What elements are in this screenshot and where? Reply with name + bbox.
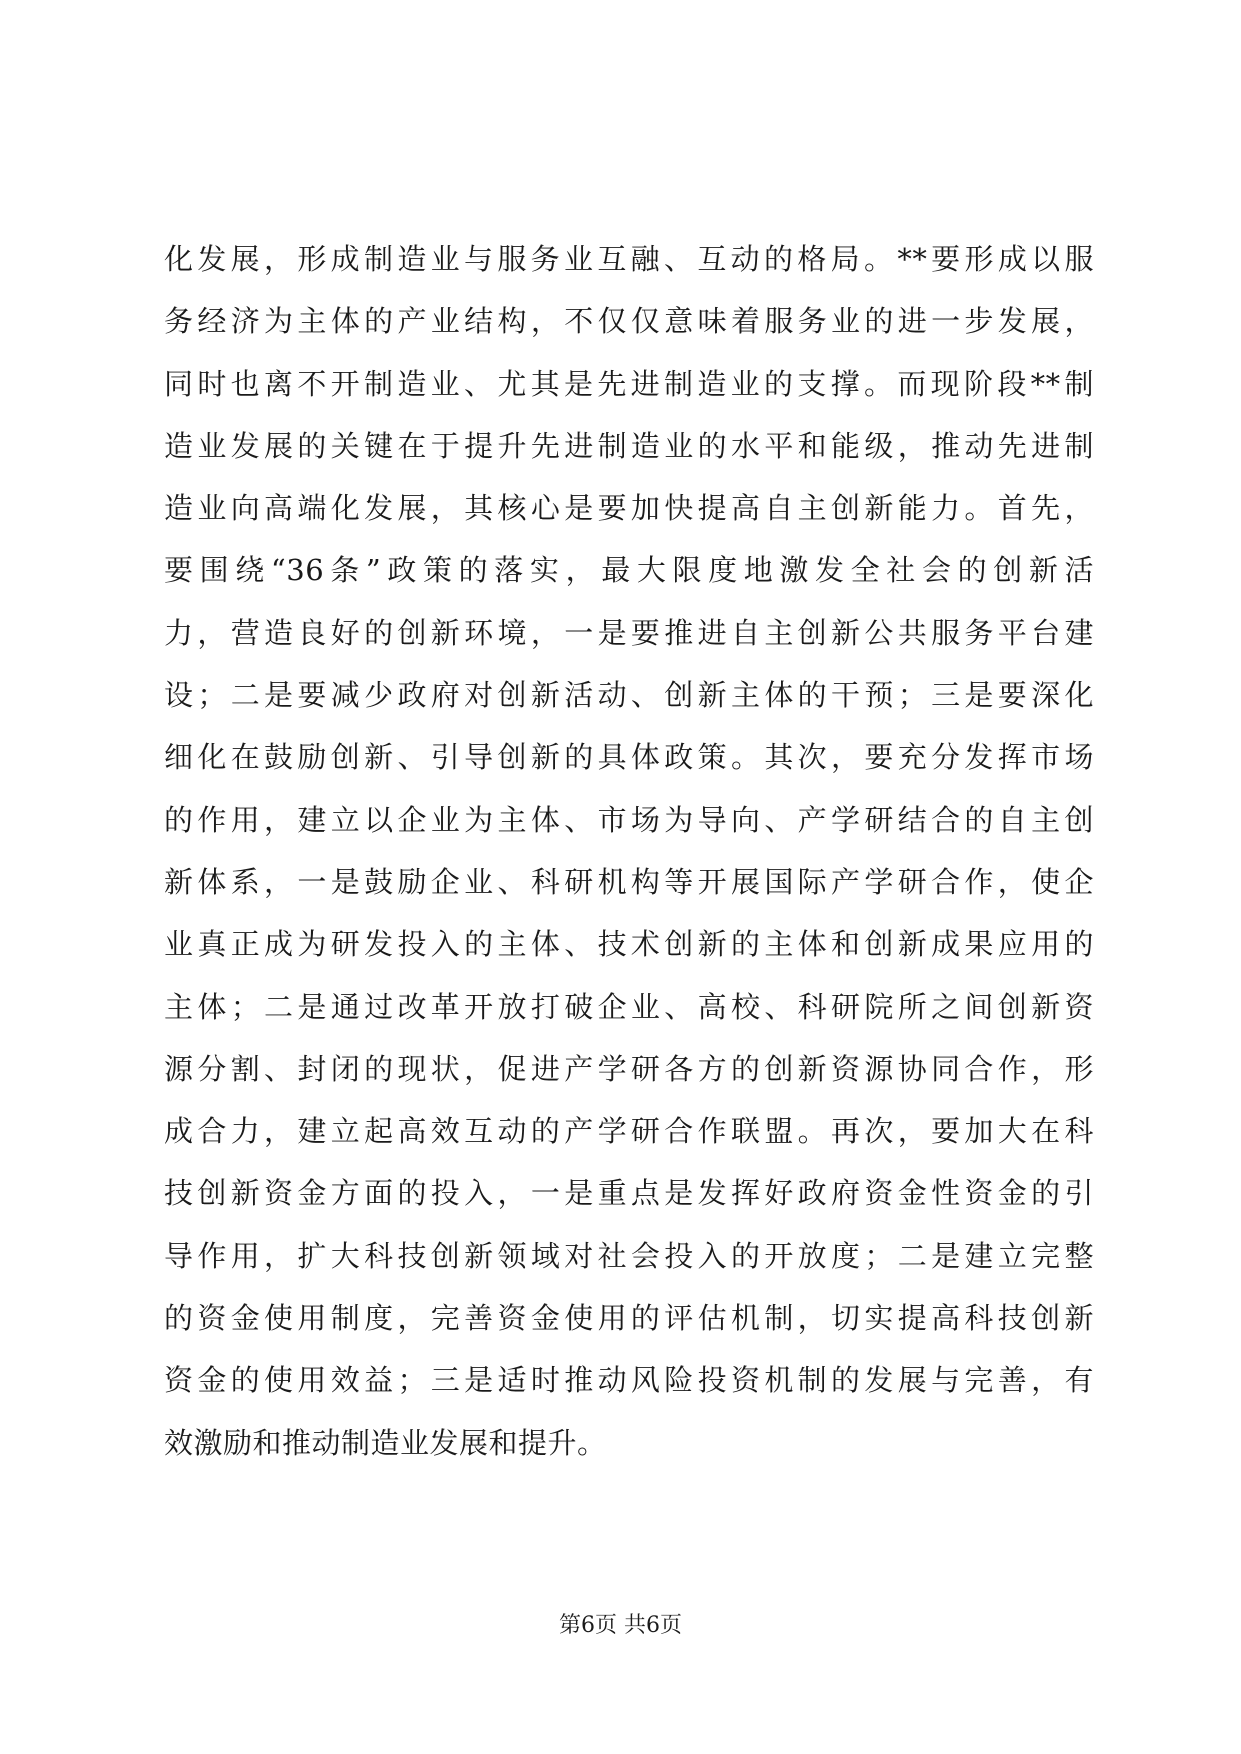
text-line: 设；二是要减少政府对创新活动、创新主体的干预；三是要深化 [164, 678, 1094, 713]
text-line: 务经济为主体的产业结构，不仅仅意味着服务业的进一步发展， [164, 304, 1094, 339]
text-line: 业真正成为研发投入的主体、技术创新的主体和创新成果应用的 [164, 927, 1094, 962]
text-line: 的资金使用制度，完善资金使用的评估机制，切实提高科技创新 [164, 1301, 1094, 1336]
text-line: 新体系，一是鼓励企业、科研机构等开展国际产学研合作，使企 [164, 864, 1094, 899]
body-paragraph [164, 228, 1094, 1474]
text-line: 要围绕“36条”政策的落实，最大限度地激发全社会的创新活 [164, 553, 1094, 588]
text-line: 技创新资金方面的投入，一是重点是发挥好政府资金性资金的引 [164, 1176, 1094, 1211]
text-line: 效激励和推动制造业发展和提升。 [164, 1425, 607, 1460]
text-line: 造业向高端化发展，其核心是要加快提高自主创新能力。首先， [164, 491, 1094, 526]
text-line: 造业发展的关键在于提升先进制造业的水平和能级，推动先进制 [164, 428, 1094, 463]
text-line: 的作用，建立以企业为主体、市场为导向、产学研结合的自主创 [164, 802, 1094, 837]
text-line: 导作用，扩大科技创新领域对社会投入的开放度；二是建立完整 [164, 1238, 1094, 1273]
text-line: 细化在鼓励创新、引导创新的具体政策。其次，要充分发挥市场 [164, 740, 1094, 775]
text-line: 资金的使用效益；三是适时推动风险投资机制的发展与完善，有 [164, 1363, 1094, 1398]
page-footer: 第6页 共6页 [559, 1613, 682, 1638]
text-line: 成合力，建立起高效互动的产学研合作联盟。再次，要加大在科 [164, 1114, 1094, 1149]
text-line: 化发展，形成制造业与服务业互融、互动的格局。**要形成以服 [164, 242, 1094, 276]
text-line: 主体；二是通过改革开放打破企业、高校、科研院所之间创新资 [164, 989, 1094, 1024]
text-line: 同时也离不开制造业、尤其是先进制造业的支撑。而现阶段**制 [164, 366, 1094, 401]
text-line: 力，营造良好的创新环境，一是要推进自主创新公共服务平台建 [164, 615, 1094, 650]
text-line: 源分割、封闭的现状，促进产学研各方的创新资源协同合作，形 [164, 1051, 1094, 1086]
